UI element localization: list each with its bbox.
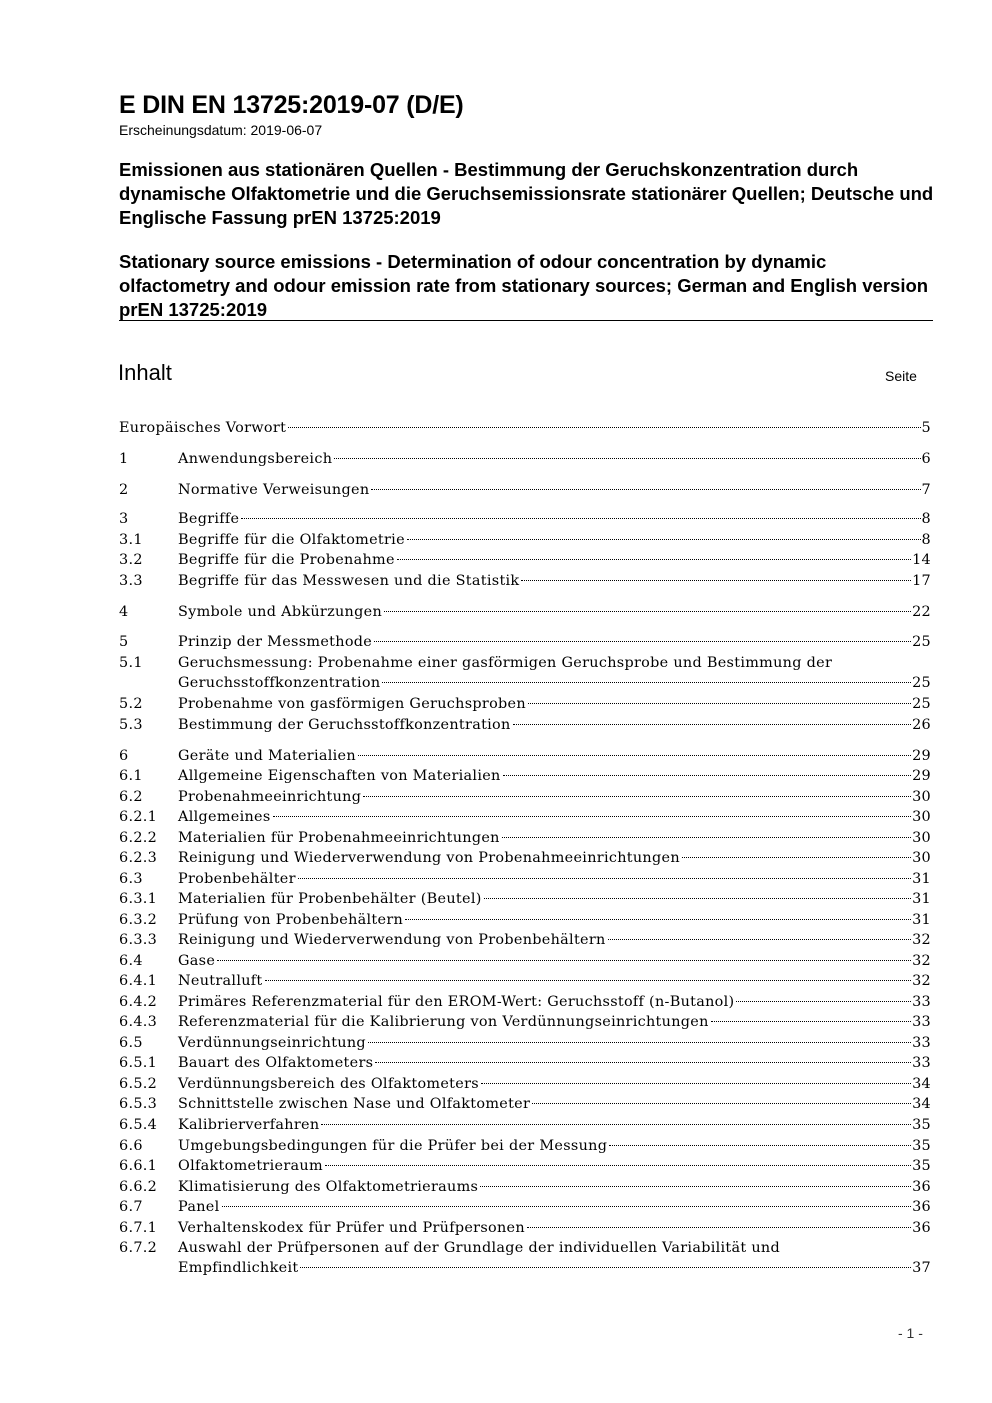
toc-entry[interactable]	[119, 746, 931, 766]
toc-entry[interactable]	[119, 930, 931, 950]
toc-entry-page: 14	[912, 552, 931, 568]
toc-entry-page: 30	[912, 809, 931, 825]
toc-entry-number: 5.2	[119, 696, 143, 712]
toc-entry-number: 6.4.1	[119, 973, 158, 989]
toc-leader-dots	[405, 919, 911, 920]
toc-entry-page: 31	[912, 891, 931, 907]
toc-entry-label: Begriffe für das Messwesen und die Statistik	[178, 573, 520, 589]
toc-entry-page: 26	[912, 717, 931, 733]
toc-entry-label: Materialien für Probenahmeeinrichtungen	[178, 830, 500, 846]
toc-entry[interactable]	[119, 992, 931, 1012]
publication-date: Erscheinungsdatum: 2019-06-07	[119, 122, 323, 138]
toc-entry[interactable]	[119, 1115, 931, 1135]
toc-entry-label: Panel	[178, 1199, 220, 1215]
toc-entry-label: Allgemeine Eigenschaften von Materialien	[178, 768, 501, 784]
toc-entry-number: 6.4.3	[119, 1014, 158, 1030]
toc-entry-label: Schnittstelle zwischen Nase und Olfaktometer	[178, 1096, 531, 1112]
toc-entry[interactable]	[119, 571, 931, 591]
toc-entry-number: 2	[119, 482, 129, 498]
toc-entry-number: 6.3.1	[119, 891, 158, 907]
toc-entry-number: 6.7.1	[119, 1220, 158, 1236]
toc-leader-dots	[241, 518, 920, 519]
toc-entry-page: 6	[921, 451, 931, 467]
toc-entry[interactable]	[119, 971, 931, 991]
toc-entry-number: 6.1	[119, 768, 143, 784]
toc-leader-dots	[358, 755, 911, 756]
toc-entry-page: 32	[912, 953, 931, 969]
toc-entry-page: 35	[912, 1158, 931, 1174]
toc-leader-dots	[484, 898, 911, 899]
toc-entry-number: 6.3.2	[119, 912, 158, 928]
toc-entry-page: 36	[912, 1199, 931, 1215]
toc-entry[interactable]	[119, 910, 931, 930]
toc-leader-dots	[375, 1062, 911, 1063]
toc-entry-page: 36	[912, 1179, 931, 1195]
toc-entry[interactable]	[119, 694, 931, 714]
toc-leader-dots	[321, 1124, 911, 1125]
toc-heading: Inhalt	[118, 360, 172, 385]
toc-entry[interactable]	[119, 1074, 931, 1094]
toc-entry-page: 25	[912, 696, 931, 712]
toc-entry-number: 6.7	[119, 1199, 143, 1215]
toc-entry-label: Verdünnungseinrichtung	[178, 1035, 366, 1051]
toc-entry[interactable]	[119, 449, 931, 469]
toc-entry-label: Verdünnungsbereich des Olfaktometers	[178, 1076, 479, 1092]
toc-leader-dots	[736, 1001, 911, 1002]
toc-leader-dots	[374, 641, 911, 642]
toc-entry-label: Umgebungsbedingungen für die Prüfer bei der Messung	[178, 1138, 608, 1154]
toc-leader-dots	[382, 682, 911, 683]
toc-entry-page: 22	[912, 604, 931, 620]
toc-entry-page: 31	[912, 871, 931, 887]
toc-leader-dots	[502, 837, 911, 838]
toc-entry-number: 6.2	[119, 789, 143, 805]
toc-entry-number: 6	[119, 748, 129, 764]
toc-entry-page: 33	[912, 994, 931, 1010]
toc-entry-continuation[interactable]	[119, 673, 931, 693]
toc-leader-dots	[265, 980, 912, 981]
toc-entry[interactable]	[119, 889, 931, 909]
toc-entry-page: 30	[912, 850, 931, 866]
toc-entry-continuation[interactable]	[119, 1258, 931, 1278]
toc-entry-page: 25	[912, 675, 931, 691]
toc-entry-label: Prinzip der Messmethode	[178, 634, 373, 650]
toc-leader-dots	[397, 559, 911, 560]
toc-entry-label: Neutralluft	[178, 973, 263, 989]
toc-entry[interactable]	[119, 1218, 931, 1238]
toc-leader-dots	[334, 458, 920, 459]
toc-entry-page: 34	[912, 1096, 931, 1112]
toc-entry-page: 36	[912, 1220, 931, 1236]
toc-leader-dots	[273, 816, 912, 817]
title-german: Emissionen aus stationären Quellen - Bestimmung der Geruchskonzentration durch dynamische Olfaktometrie und die Geruchsemissionsrate stationärer Quellen; Deutsche und Englische Fassung prEN 13725:2019	[119, 159, 934, 228]
toc-entry-number: 6.7.2	[119, 1240, 158, 1256]
toc-entry-number: 6.3.3	[119, 932, 158, 948]
toc-entry[interactable]	[119, 766, 931, 786]
page-number: - 1 -	[898, 1325, 923, 1341]
toc-entry-page: 29	[912, 768, 931, 784]
toc-entry-number: 6.2.3	[119, 850, 158, 866]
toc-entry-number: 6.5	[119, 1035, 143, 1051]
toc-leader-dots	[528, 703, 911, 704]
title-english: Stationary source emissions - Determination of odour concentration by dynamic olfactometry and odour emission rate from stationary sources; German and English version prEN 13725:2019	[119, 251, 929, 320]
toc-entry-label: Probenahmeeinrichtung	[178, 789, 362, 805]
toc-leader-dots	[288, 427, 920, 428]
toc-entry-page: 25	[912, 634, 931, 650]
toc-entry-number: 5	[119, 634, 129, 650]
toc-entry-number: 6.4	[119, 953, 143, 969]
toc-entry-label: Begriffe für die Probenahme	[178, 552, 395, 568]
toc-entry-label: Verhaltenskodex für Prüfer und Prüfpersonen	[178, 1220, 525, 1236]
toc-entry[interactable]	[119, 602, 931, 622]
toc-entry-number: 6.5.1	[119, 1055, 158, 1071]
toc-entry-number: 6.5.2	[119, 1076, 158, 1092]
toc-entry[interactable]	[119, 653, 931, 673]
toc-entry[interactable]	[119, 1156, 931, 1176]
toc-entry[interactable]	[119, 787, 931, 807]
toc-leader-dots	[481, 1083, 911, 1084]
toc-entry-number: 6.5.3	[119, 1096, 158, 1112]
toc-entry-label: Reinigung und Wiederverwendung von Probenahmeeinrichtungen	[178, 850, 680, 866]
toc-leader-dots	[609, 1145, 911, 1146]
toc-entry-label: Geräte und Materialien	[178, 748, 356, 764]
document-id: E DIN EN 13725:2019-07 (D/E)	[119, 91, 464, 119]
toc-leader-dots	[503, 775, 911, 776]
toc-entry-page: 7	[921, 482, 931, 498]
toc-entry-number: 6.4.2	[119, 994, 158, 1010]
toc-entry-page: 8	[921, 532, 931, 548]
toc-entry[interactable]	[119, 632, 931, 652]
toc-leader-dots	[325, 1165, 911, 1166]
toc-entry[interactable]	[119, 1238, 931, 1258]
toc-entry[interactable]	[119, 550, 931, 570]
toc-entry-label: Begriffe für die Olfaktometrie	[178, 532, 405, 548]
toc-entry-number: 6.2.2	[119, 830, 158, 846]
toc-entry[interactable]	[119, 480, 931, 500]
toc-entry-label: Gase	[178, 953, 216, 969]
toc-entry-label: Prüfung von Probenbehältern	[178, 912, 404, 928]
toc-entry-page: 5	[921, 420, 931, 436]
toc-entry-number: 6.6	[119, 1138, 143, 1154]
toc-entry-label: Geruchsmessung: Probenahme einer gasförmigen Geruchsprobe und Bestimmung der	[178, 655, 833, 671]
toc-entry-label: Europäisches Vorwort	[119, 420, 287, 436]
toc-entry-number: 3.2	[119, 552, 143, 568]
toc-entry[interactable]	[119, 418, 931, 438]
toc-entry-label: Anwendungsbereich	[178, 451, 333, 467]
toc-entry-label: Symbole und Abkürzungen	[178, 604, 383, 620]
toc-entry-number: 3.3	[119, 573, 143, 589]
toc-entry-label: Normative Verweisungen	[178, 482, 370, 498]
toc-entry[interactable]	[119, 1012, 931, 1032]
toc-leader-dots	[300, 1267, 911, 1268]
toc-entry[interactable]	[119, 1033, 931, 1053]
toc-entry-number: 6.3	[119, 871, 143, 887]
toc-entry[interactable]	[119, 869, 931, 889]
toc-entry[interactable]	[119, 1177, 931, 1197]
toc-entry-number: 6.5.4	[119, 1117, 158, 1133]
toc-entry-number: 4	[119, 604, 129, 620]
toc-leader-dots	[222, 1206, 912, 1207]
toc-entry-label-continuation: Geruchsstoffkonzentration	[178, 675, 381, 691]
toc-leader-dots	[371, 489, 920, 490]
toc-entry-number: 6.2.1	[119, 809, 158, 825]
toc-page-column-heading: Seite	[885, 368, 917, 384]
toc-entry-page: 33	[912, 1055, 931, 1071]
toc-entry[interactable]	[119, 828, 931, 848]
toc-leader-dots	[608, 939, 911, 940]
toc-leader-dots	[682, 857, 911, 858]
toc-entry-page: 32	[912, 973, 931, 989]
toc-entry-label: Probenahme von gasförmigen Geruchsproben	[178, 696, 526, 712]
toc-entry-page: 30	[912, 830, 931, 846]
toc-entry[interactable]	[119, 1136, 931, 1156]
toc-entry[interactable]	[119, 715, 931, 735]
toc-entry-page: 35	[912, 1117, 931, 1133]
toc-entry-label: Begriffe	[178, 511, 240, 527]
toc-entry[interactable]	[119, 1053, 931, 1073]
toc-entry-page: 31	[912, 912, 931, 928]
toc-entry-label: Kalibrierverfahren	[178, 1117, 320, 1133]
toc-entry-number: 1	[119, 451, 129, 467]
toc-entry-number: 3.1	[119, 532, 143, 548]
toc-entry-page: 17	[912, 573, 931, 589]
toc-leader-dots	[532, 1103, 911, 1104]
toc-entry-page: 35	[912, 1138, 931, 1154]
toc-entry-page: 30	[912, 789, 931, 805]
toc-leader-dots	[711, 1021, 911, 1022]
toc-entry-page: 34	[912, 1076, 931, 1092]
toc-leader-dots	[513, 724, 911, 725]
toc-leader-dots	[521, 580, 911, 581]
toc-entry-label-continuation: Empfindlichkeit	[178, 1260, 299, 1276]
toc-entry-number: 5.3	[119, 717, 143, 733]
toc-entry-label: Allgemeines	[178, 809, 271, 825]
toc-entry-label: Olfaktometrieraum	[178, 1158, 323, 1174]
toc-leader-dots	[384, 611, 911, 612]
toc-entry-number: 3	[119, 511, 129, 527]
toc-leader-dots	[368, 1042, 911, 1043]
toc-entry-label: Klimatisierung des Olfaktometrieraums	[178, 1179, 479, 1195]
toc-entry-page: 33	[912, 1014, 931, 1030]
toc-entry-label: Materialien für Probenbehälter (Beutel)	[178, 891, 482, 907]
toc-entry-page: 37	[912, 1260, 931, 1276]
toc-leader-dots	[480, 1186, 911, 1187]
toc-leader-dots	[363, 796, 911, 797]
toc-entry-number: 5.1	[119, 655, 143, 671]
toc-entry[interactable]	[119, 807, 931, 827]
toc-entry-label: Referenzmaterial für die Kalibrierung von Verdünnungseinrichtungen	[178, 1014, 709, 1030]
toc-entry-page: 29	[912, 748, 931, 764]
title-divider	[119, 320, 933, 321]
toc-leader-dots	[217, 960, 911, 961]
toc-entry-label: Bauart des Olfaktometers	[178, 1055, 374, 1071]
toc-entry[interactable]	[119, 1197, 931, 1217]
toc-entry[interactable]	[119, 509, 931, 529]
toc-entry[interactable]	[119, 951, 931, 971]
toc-entry-number: 6.6.1	[119, 1158, 158, 1174]
toc-entry[interactable]	[119, 848, 931, 868]
toc-entry[interactable]	[119, 1094, 931, 1114]
toc-entry-label: Reinigung und Wiederverwendung von Probenbehältern	[178, 932, 606, 948]
toc-entry-label: Primäres Referenzmaterial für den EROM-Wert: Geruchsstoff (n-Butanol)	[178, 994, 735, 1010]
toc-entry-label: Probenbehälter	[178, 871, 296, 887]
toc-entry-page: 8	[921, 511, 931, 527]
toc-leader-dots	[298, 878, 911, 879]
toc-entry-page: 32	[912, 932, 931, 948]
toc-leader-dots	[407, 539, 921, 540]
toc-entry[interactable]	[119, 530, 931, 550]
toc-entry-number: 6.6.2	[119, 1179, 158, 1195]
toc-entry-page: 33	[912, 1035, 931, 1051]
toc-entry-label: Auswahl der Prüfpersonen auf der Grundlage der individuellen Variabilität und	[178, 1240, 781, 1256]
toc-entry-label: Bestimmung der Geruchsstoffkonzentration	[178, 717, 511, 733]
toc-leader-dots	[527, 1227, 911, 1228]
